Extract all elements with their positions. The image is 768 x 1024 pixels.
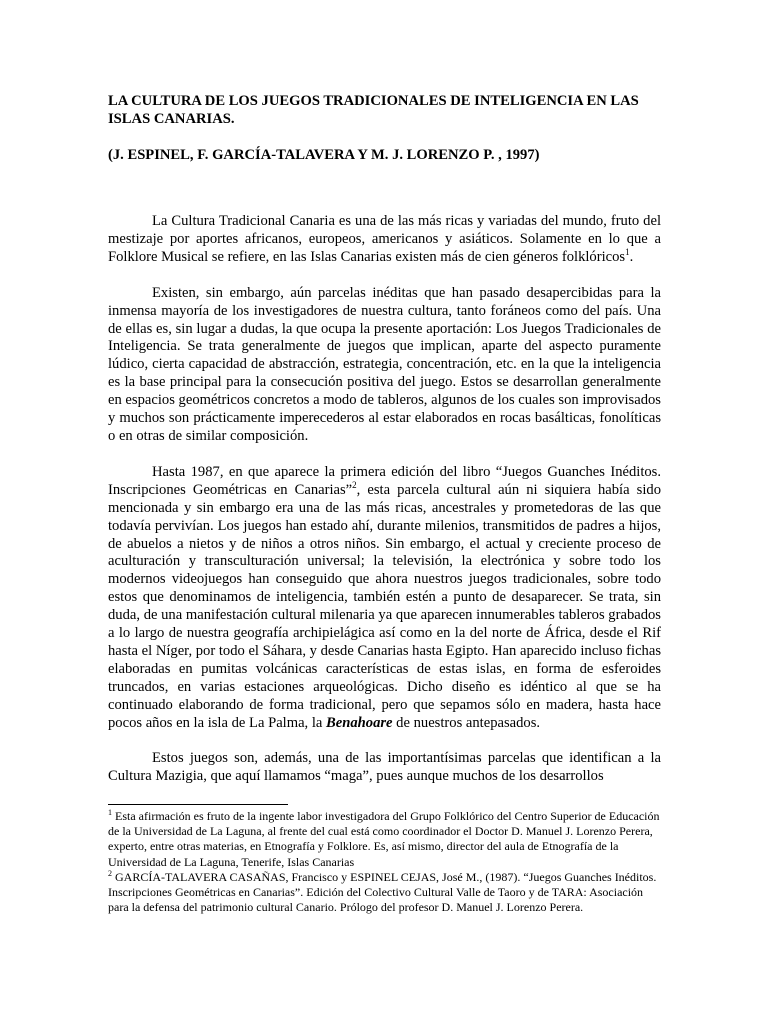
paragraph-4: Estos juegos son, además, una de las importantísimas parcelas que identifican a la Cultura Mazigia, que aquí llamamos “maga”, pues aunque muchos de los desarrollos <box>108 750 661 785</box>
paragraph-1 <box>108 213 661 267</box>
document-title: LA CULTURA DE LOS JUEGOS TRADICIONALES DE INTELIGENCIA EN LAS ISLAS CANARIAS. <box>108 93 639 127</box>
footnote-number-2: 2 <box>108 868 112 878</box>
paragraph-3-end: de nuestros antepasados. <box>392 714 541 731</box>
footnote-number-1: 1 <box>108 808 112 817</box>
document-authors: (J. ESPINEL, F. GARCÍA-TALAVERA Y M. J. LORENZO P. , 1997) <box>108 147 540 163</box>
footnotes <box>108 809 661 915</box>
paragraph-3-middle: , esta parcela cultural aún ni siquiera había sido mencionada y sin embargo era una de las más ricas, ancestrales y prometedoras de las que todavía pervivían. Los juegos han estado ahí, durante milenios, transmitidos de padres a hijos, de abuelos a nietos y de niños a otros niños. Sin embargo, el actual y creciente proceso de aculturación y transculturación universal; la televisión, la electrónica y sobre todo los modernos videojuegos han conseguido que ahora nuestros juegos tradicionales, sobre todo estos que denominamos de inteligencia, también estén a punto de desaparecer. Se trata, sin duda, de una manifestación cultural milenaria ya que aparecen innumerables tableros grabados a lo largo de nuestra geografía archipielágica así como en la del norte de África, desde el Rif hasta el Níger, por todo el Sáhara, y desde Canarias hasta Egipto. Han aparecido incluso fichas elaboradas en pumitas volcánicas características de estas islas, en forma de esferoides truncados, en varias estaciones arqueológicas. Dicho diseño es idéntico al que se ha continuado elaborando de forma tradicional, pero que sepamos sólo en madera, hasta hace pocos años en la isla de La Palma, la <box>108 481 661 731</box>
footnote-2-text: GARCÍA-TALAVERA CASAÑAS, Francisco y ESPINEL CEJAS, José M., (1987). “Juegos Guanches Inéditos. Inscripciones Geométricas en Canarias”. Edición del Colectivo Cultural Valle de Taoro y de TARA: Asociación para la defensa del patrimonio cultural Canario. Prólogo del profesor D. Manuel J. Lorenzo Perera. <box>108 869 657 915</box>
paragraph-2: Existen, sin embargo, aún parcelas inéditas que han pasado desapercibidas para la inmensa mayoría de los investigadores de nuestra cultura, tanto foráneos como del país. Una de ellas es, sin lugar a dudas, la que ocupa la presente aportación: Los Juegos Tradicionales de Inteligencia. Se trata generalmente de juegos que implican, aparte del aspecto puramente lúdico, cierta capacidad de abstracción, estrategia, concentración, etc. en la que la inteligencia es la base principal para la consecución positiva del juego. Estos se desarrollan generalmente en espacios geométricos concretos a modo de tableros, algunos de los cuales son improvisados y muchos son prácticamente imperecederos al estar elaborados en rocas basálticas, fonolíticas o en otras de similar composición. <box>108 284 661 444</box>
footnote-ref-2[interactable]: 2 <box>352 479 357 490</box>
paragraph-3-text: Hasta 1987, en que aparece la primera edición del libro “Juegos Guanches Inéditos. Inscripciones Geométricas en Canarias” <box>108 463 661 498</box>
footnote-1 <box>108 809 661 870</box>
footnote-divider <box>108 804 288 805</box>
paragraph-1-text: La Cultura Tradicional Canaria es una de las más ricas y variadas del mundo, fruto del mestizaje por aportes africanos, europeos, americanos y asiáticos. Solamente en lo que a Folklore Musical se refiere, en las Islas Canarias existen más de cien géneros folklóricos <box>108 213 661 265</box>
footnote-1-text: Esta afirmación es fruto de la ingente labor investigadora del Grupo Folklórico del Centro Superior de Educación de la Universidad de La Laguna, al frente del cual está como coordinador el Doctor D. Manuel J. Lorenzo Perera, experto, entre otras materias, en Etnografía y Folklore. Es, así mismo, director del aula de Etnografía de la Universidad de La Laguna, Tenerife, Islas Canarias <box>108 809 660 869</box>
footnote-ref-1[interactable]: 1 <box>625 246 630 257</box>
footnote-2 <box>108 870 661 916</box>
emphasis-benahoare: Benahoare <box>326 714 393 731</box>
paragraph-1-end: . <box>629 248 634 265</box>
paragraph-3 <box>108 464 661 733</box>
document-body <box>108 213 661 804</box>
